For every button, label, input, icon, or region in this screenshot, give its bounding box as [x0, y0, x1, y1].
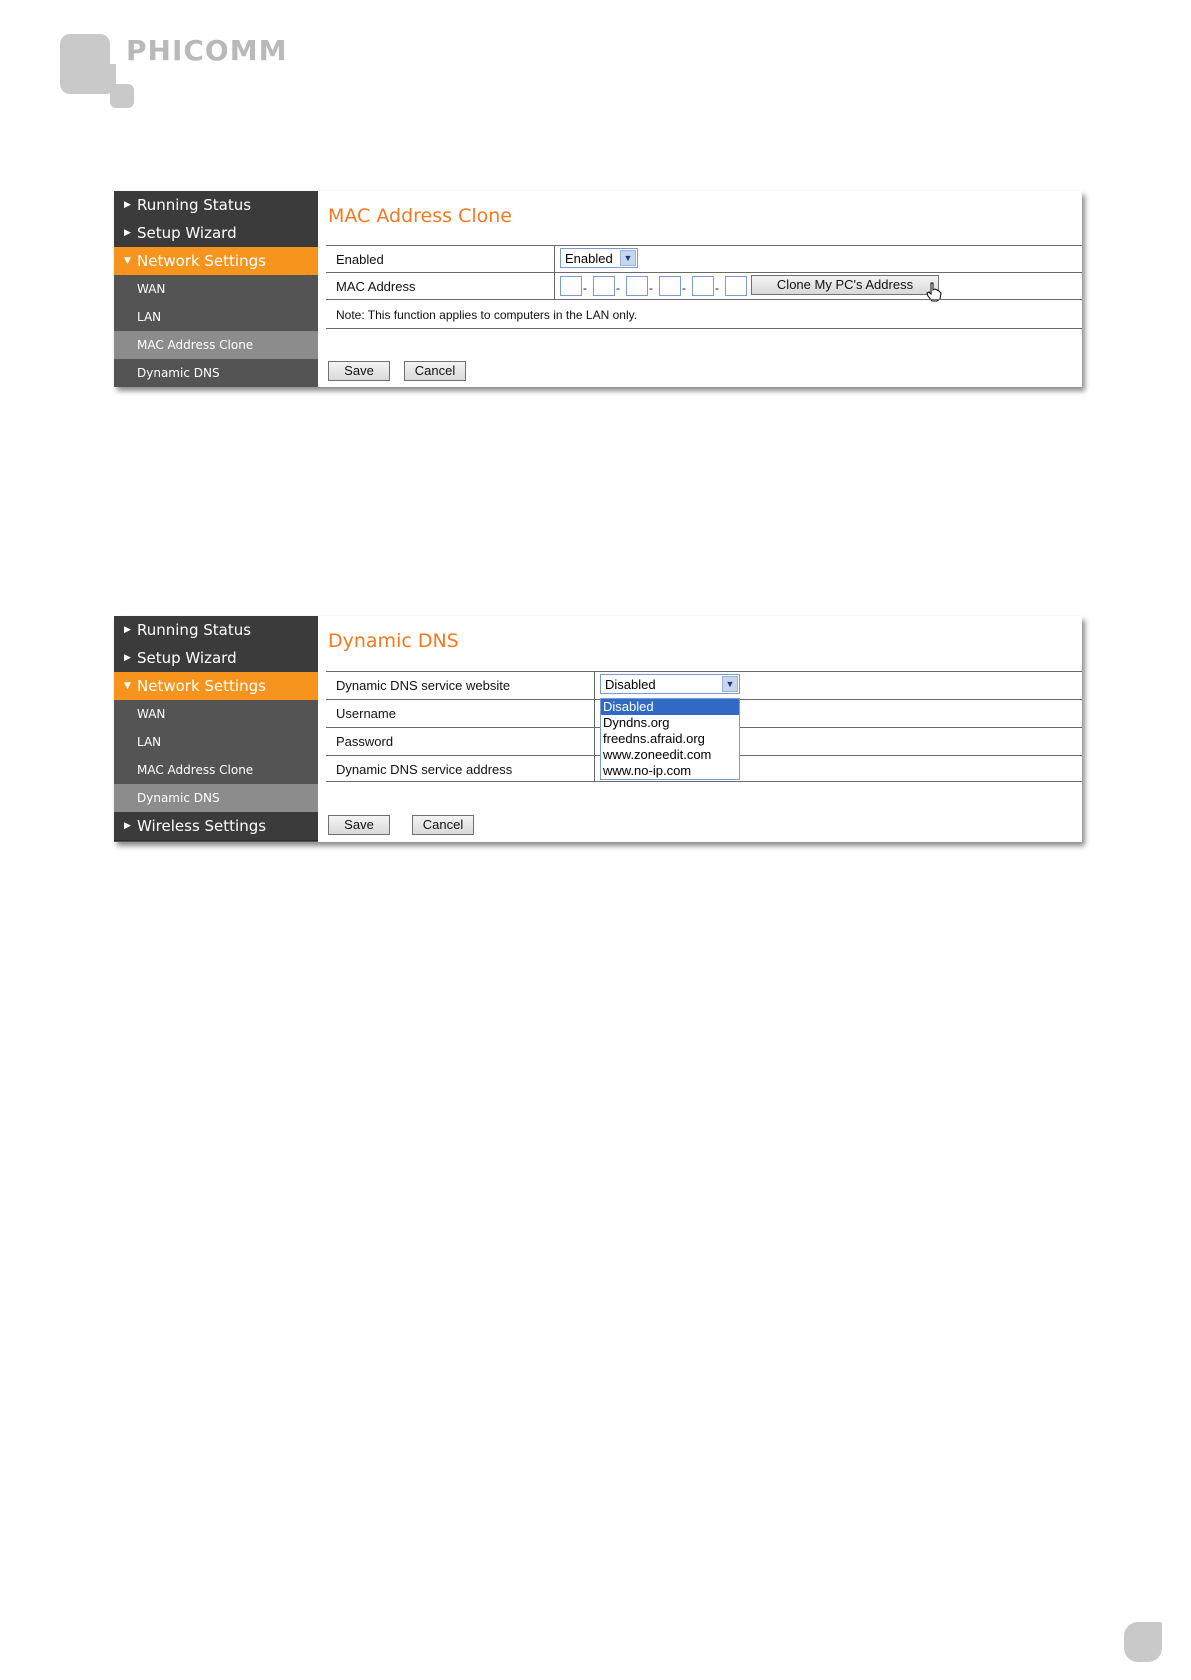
divider — [326, 671, 1082, 672]
mac-octet-1[interactable] — [560, 276, 582, 296]
enabled-select[interactable] — [560, 248, 638, 268]
sidebar-item-dynamic-dns[interactable] — [114, 359, 318, 387]
ddns-website-dropdown[interactable] — [600, 698, 740, 780]
nav-arrow-icon: ▶ — [124, 821, 131, 831]
sidebar-item-dynamic-dns[interactable] — [114, 784, 318, 812]
sidebar-item-mac-address-clone[interactable] — [114, 331, 318, 359]
mac-separator: - — [583, 281, 587, 295]
dropdown-option[interactable]: www.zoneedit.com — [603, 747, 712, 762]
sidebar-item-label: Running Status — [137, 621, 252, 639]
divider — [594, 671, 595, 781]
dropdown-option[interactable]: freedns.afraid.org — [603, 731, 705, 746]
clone-mac-button[interactable]: Clone My PC's Address — [751, 275, 939, 295]
page-title: Dynamic DNS — [328, 630, 459, 652]
nav-arrow-icon: ▶ — [124, 625, 131, 635]
logo-mark-part — [110, 84, 134, 108]
nav-arrow-icon: ▼ — [124, 681, 131, 691]
sidebar-item-label: Wireless Settings — [137, 817, 267, 835]
divider — [326, 781, 1082, 782]
sidebar-item-mac-address-clone[interactable] — [114, 756, 318, 784]
sidebar-item-label: MAC Address Clone — [137, 338, 254, 352]
nav-arrow-icon: ▶ — [124, 228, 131, 238]
sidebar-item-label: LAN — [137, 735, 162, 749]
save-button[interactable]: Save — [328, 361, 390, 381]
nav-arrow-icon: ▼ — [124, 256, 131, 266]
sidebar-item-label: WAN — [137, 282, 166, 296]
sidebar-item-setup-wizard[interactable] — [114, 219, 318, 248]
logo-text: PHICOMM — [126, 34, 288, 67]
chevron-down-icon[interactable]: ▼ — [620, 250, 636, 266]
divider — [326, 328, 1082, 329]
dropdown-option[interactable]: Disabled — [601, 699, 739, 715]
dropdown-option[interactable]: www.no-ip.com — [603, 763, 692, 778]
sidebar-item-label: Network Settings — [137, 677, 266, 695]
sidebar-item-label: Dynamic DNS — [137, 791, 220, 805]
sidebar-item-label: Setup Wizard — [137, 649, 237, 667]
sidebar-item-setup-wizard[interactable] — [114, 644, 318, 673]
dynamic-dns-screenshot — [114, 616, 1082, 842]
phicomm-logo — [58, 34, 298, 114]
cancel-button[interactable]: Cancel — [404, 361, 466, 381]
ddns-website-select[interactable] — [600, 674, 740, 694]
enabled-label: Enabled — [336, 252, 384, 267]
username-label: Username — [336, 706, 396, 721]
mac-address-label: MAC Address — [336, 279, 416, 294]
divider — [326, 299, 1082, 300]
ddns-website-value: Disabled — [605, 677, 656, 692]
dropdown-option[interactable]: Dyndns.org — [603, 715, 670, 730]
clone-note: Note: This function applies to computers in the LAN only. — [336, 308, 638, 322]
dynamic-dns-content — [318, 616, 1082, 842]
mac-octet-6[interactable] — [725, 276, 747, 296]
sidebar-item-label: MAC Address Clone — [137, 763, 254, 777]
sidebar-item-label: LAN — [137, 310, 162, 324]
mac-octet-3[interactable] — [626, 276, 648, 296]
password-label: Password — [336, 734, 394, 749]
sidebar-item-running-status[interactable] — [114, 191, 318, 220]
mac-separator: - — [649, 281, 653, 295]
save-button[interactable]: Save — [328, 815, 390, 835]
sidebar-item-lan[interactable] — [114, 303, 318, 331]
page-title: MAC Address Clone — [328, 205, 512, 227]
ddns-address-label: Dynamic DNS service address — [336, 762, 513, 777]
mac-octet-2[interactable] — [593, 276, 615, 296]
sidebar-menu — [114, 616, 318, 842]
divider — [326, 272, 1082, 273]
nav-arrow-icon: ▶ — [124, 200, 131, 210]
ddns-website-label: Dynamic DNS service website — [336, 678, 511, 693]
mac-separator: - — [715, 281, 719, 295]
mac-octet-5[interactable] — [692, 276, 714, 296]
page-number-tab-icon — [1124, 1622, 1162, 1662]
sidebar-item-network-settings[interactable] — [114, 672, 318, 701]
sidebar-item-wan[interactable] — [114, 275, 318, 303]
sidebar-item-wan[interactable] — [114, 700, 318, 728]
sidebar-item-running-status[interactable] — [114, 616, 318, 645]
mac-clone-screenshot — [114, 191, 1082, 387]
nav-arrow-icon: ▶ — [124, 653, 131, 663]
enabled-select-value: Enabled — [565, 251, 613, 266]
sidebar-menu — [114, 191, 318, 387]
mac-octet-4[interactable] — [659, 276, 681, 296]
mac-clone-content — [318, 191, 1082, 387]
chevron-down-icon[interactable]: ▼ — [722, 676, 738, 692]
sidebar-item-lan[interactable] — [114, 728, 318, 756]
mac-separator: - — [682, 281, 686, 295]
sidebar-item-label: Setup Wizard — [137, 224, 237, 242]
sidebar-item-network-settings[interactable] — [114, 247, 318, 276]
mac-separator: - — [616, 281, 620, 295]
sidebar-item-label: Running Status — [137, 196, 252, 214]
sidebar-item-label: WAN — [137, 707, 166, 721]
sidebar-item-label: Network Settings — [137, 252, 266, 270]
divider — [326, 245, 1082, 246]
sidebar-item-wireless-settings[interactable] — [114, 812, 318, 841]
logo-mark-part — [60, 64, 116, 94]
cancel-button[interactable]: Cancel — [412, 815, 474, 835]
sidebar-item-label: Dynamic DNS — [137, 366, 220, 380]
